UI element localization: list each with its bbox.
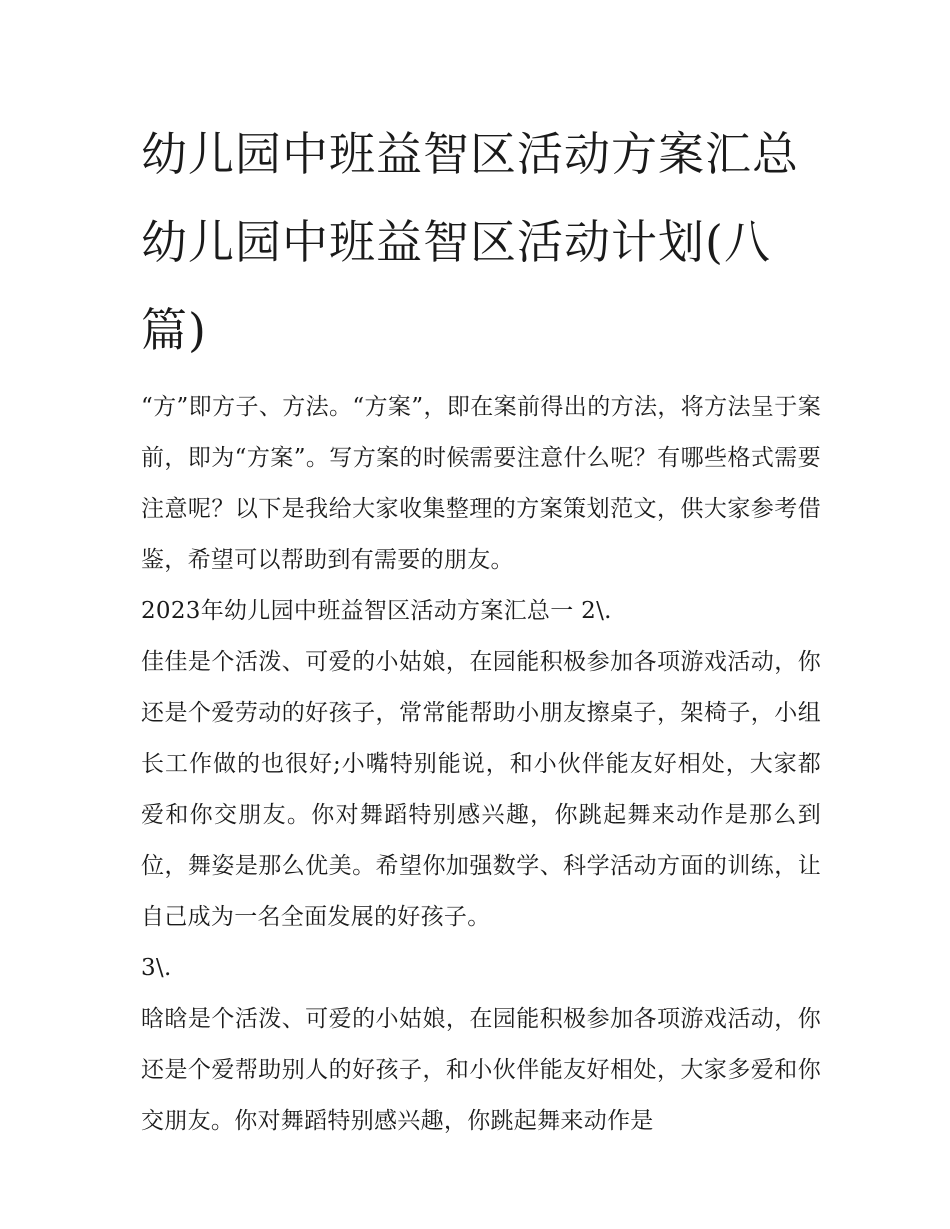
document-title: 幼儿园中班益智区活动方案汇总 幼儿园中班益智区活动计划(八篇) [141,127,799,357]
comment-paragraph: 晗晗是个活泼、可爱的小姑娘，在园能积极参加各项游戏活动，你还是个爱帮助别人的好孩子，和小伙伴能友好相处，大家多爱和你交朋友。你对舞蹈特别感兴趣，你跳起舞来动作是 [141,1006,821,1134]
intro-paragraph: “方”即方子、方法。“方案”，即在案前得出的方法，将方法呈于案前，即为“方案”。写方案的时候需要注意什么呢？有哪些格式需要注意呢？以下是我给大家收集整理的方案策划范文，供大家参考借鉴，希望可以帮助到有需要的朋友。 [141,394,821,573]
section-heading: 2023年幼儿园中班益智区活动方案汇总一 2\. [141,598,612,624]
document-body [141,382,821,1147]
item-number: 3\. [141,955,172,981]
document-page [141,110,821,1147]
comment-paragraph: 佳佳是个活泼、可爱的小姑娘，在园能积极参加各项游戏活动，你还是个爱劳动的好孩子，常常能帮助小朋友擦桌子，架椅子，小组长工作做的也很好;小嘴特别能说，和小伙伴能友好相处，大家都爱和你交朋友。你对舞蹈特别感兴趣，你跳起舞来动作是那么到位，舞姿是那么优美。希望你加强数学、科学活动方面的训练，让自己成为一名全面发展的好孩子。 [141,649,821,930]
